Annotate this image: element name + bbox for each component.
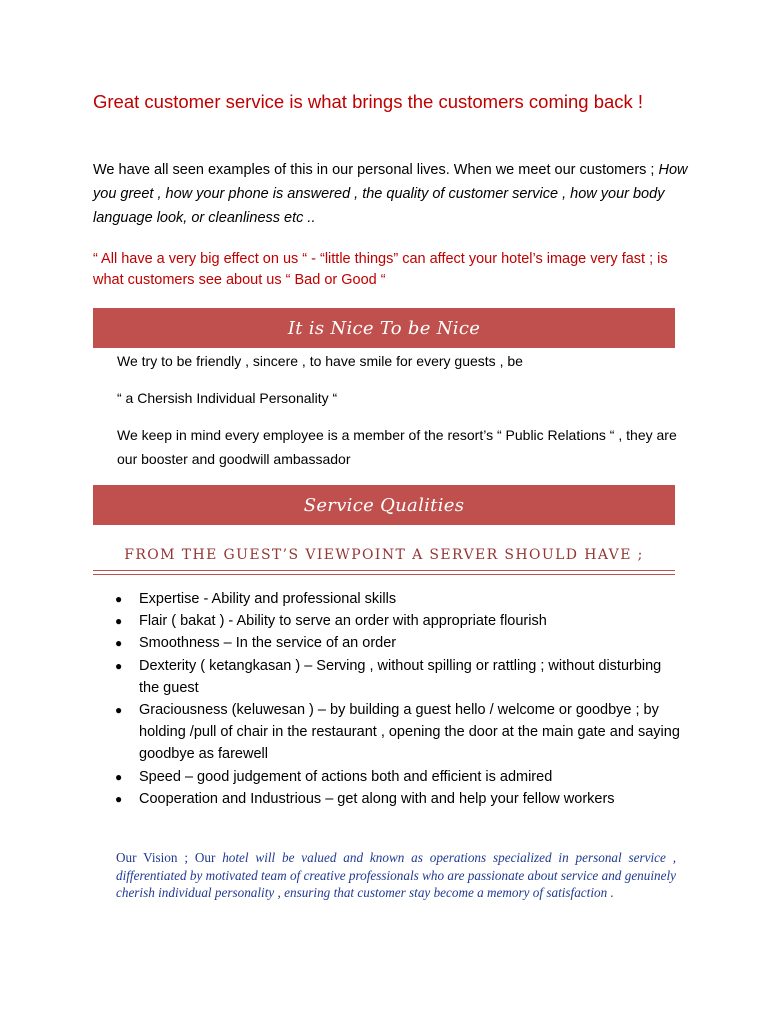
qualities-subheading: FROM THE GUEST’S VIEWPOINT A SERVER SHOULD HAVE ;	[124, 547, 644, 563]
section-banner-nice	[93, 308, 675, 348]
list-item-text: Smoothness – In the service of an order	[139, 635, 397, 652]
list-item	[93, 632, 683, 654]
vision-body: hotel will be valued and known as operations specialized in personal service , differentiated by motivated team of creative professionals who are passionate about service and genuinely cherish individual personality , ensuring that customer stay become a memory of satisfaction .	[116, 850, 676, 900]
nice-paragraph-1: We try to be friendly , sincere , to have smile for every guests , be	[117, 353, 523, 369]
list-item-text: Dexterity ( ketangkasan ) – Serving , without spilling or rattling ; without disturbing the guest	[139, 657, 662, 696]
nice-paragraph-2: “ a Chersish Individual Personality “	[117, 390, 338, 406]
bullet-icon: ●	[115, 636, 123, 651]
list-item-text: Flair ( bakat ) - Ability to serve an order with appropriate flourish	[139, 613, 547, 630]
list-item-text: Expertise - Ability and professional skills	[139, 591, 397, 607]
qualities-list	[93, 588, 683, 810]
list-item	[93, 699, 683, 766]
bullet-icon: ●	[115, 658, 123, 673]
list-item-text: Cooperation and Industrious – get along with and help your fellow workers	[139, 790, 615, 807]
bullet-icon: ●	[115, 791, 123, 806]
intro-paragraph	[93, 158, 693, 230]
vision-statement	[116, 849, 676, 902]
intro-lead: We have all seen examples of this in our personal lives. When we meet our customers ;	[93, 162, 659, 178]
section-title-qualities: Service Qualities	[303, 494, 465, 516]
headline: Great customer service is what brings the customers coming back !	[93, 91, 644, 112]
vision-lead: Our Vision ; Our	[116, 850, 223, 865]
bullet-icon: ●	[115, 769, 123, 784]
list-item-text: Speed – good judgement of actions both and efficient is admired	[139, 768, 553, 785]
section-banner-qualities	[93, 485, 675, 525]
subheading-rule-top	[93, 570, 675, 571]
list-item-text: Graciousness (keluwesan ) – by building a guest hello / welcome or goodbye ; by holding /pull of chair in the restaurant , opening the door at the main gate and saying goodbye as farewell	[139, 702, 680, 763]
quote-paragraph: “ All have a very big effect on us “ - “little things” can affect your hotel’s image very fast ; is what customers see about us “ Bad or Good “	[93, 251, 668, 288]
list-item	[93, 610, 683, 632]
list-item	[93, 655, 683, 699]
list-item	[93, 766, 683, 788]
section-title-nice: It is Nice To be Nice	[287, 317, 481, 339]
list-item	[93, 788, 683, 810]
nice-paragraph-3: We keep in mind every employee is a member of the resort’s “ Public Relations “ , they are our booster and goodwill ambassador	[117, 427, 677, 467]
intro-italic: How you greet , how your phone is answered , the quality of customer service , how your body language look, or cleanliness etc ..	[93, 162, 688, 226]
bullet-icon: ●	[115, 614, 123, 629]
list-item	[93, 588, 683, 610]
bullet-icon: ●	[115, 703, 123, 718]
bullet-icon: ●	[115, 592, 123, 606]
subheading-rule-bottom	[93, 574, 675, 575]
